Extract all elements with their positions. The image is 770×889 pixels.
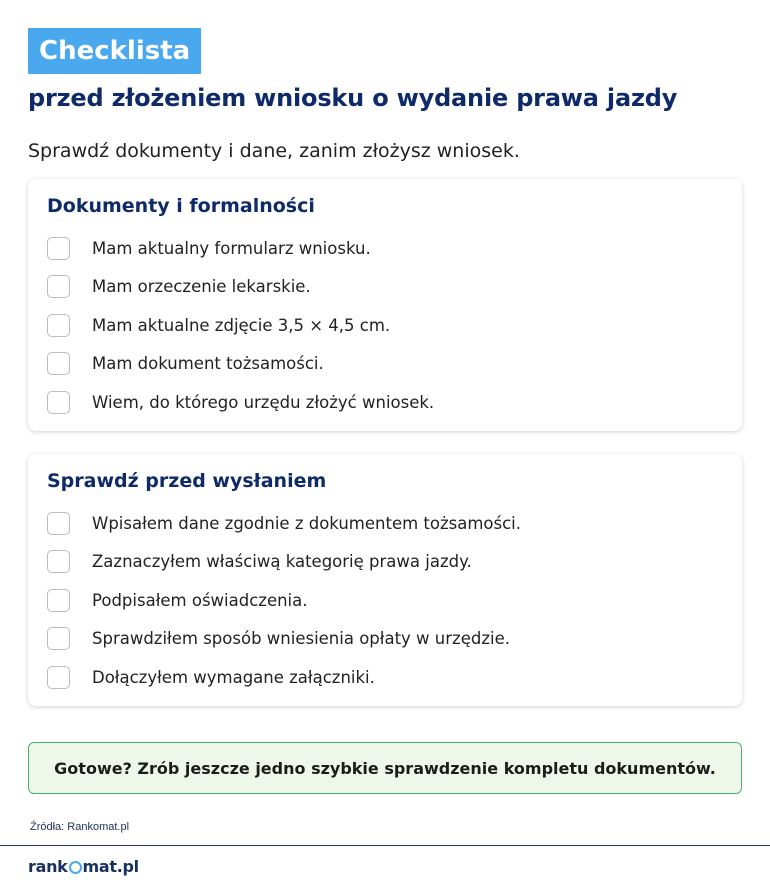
checklist-item	[47, 345, 724, 384]
checkbox[interactable]	[47, 275, 70, 298]
section-title: Sprawdź przed wysłaniem	[47, 470, 327, 492]
checkbox[interactable]	[47, 666, 70, 689]
checklist	[47, 504, 724, 697]
checklist-item-label: Dołączyłem wymagane załączniki.	[92, 667, 375, 687]
checkbox[interactable]	[47, 352, 70, 375]
checklist-item	[47, 543, 724, 582]
checkbox[interactable]	[47, 314, 70, 337]
checklist-item-label: Mam aktualne zdjęcie 3,5 × 4,5 cm.	[92, 315, 391, 335]
page-subtitle: Sprawdź dokumenty i dane, zanim złożysz wniosek.	[28, 140, 520, 162]
checkbox[interactable]	[47, 391, 70, 414]
checklist-item	[47, 383, 724, 422]
checklist-item	[47, 268, 724, 307]
banner-text: Gotowe? Zrób jeszcze jedno szybkie sprawdzenie kompletu dokumentów.	[54, 758, 716, 778]
checklist-item	[47, 504, 724, 543]
checkbox[interactable]	[47, 589, 70, 612]
checklist-item-label: Wpisałem dane zgodnie z dokumentem tożsamości.	[92, 513, 522, 533]
checklist-item	[47, 581, 724, 620]
checkbox[interactable]	[47, 550, 70, 573]
checklist-item	[47, 229, 724, 268]
checklist-item-label: Mam orzeczenie lekarskie.	[92, 277, 311, 297]
sources-note: Źródła: Rankomat.pl	[30, 821, 130, 833]
logo-text-end: mat.pl	[82, 856, 139, 876]
section-before-sending	[28, 454, 742, 706]
checklist-item-label: Zaznaczyłem właściwą kategorię prawa jazdy.	[92, 552, 472, 572]
rankomat-logo	[28, 855, 139, 877]
section-title: Dokumenty i formalności	[47, 195, 315, 217]
ready-banner	[28, 742, 742, 794]
checkbox[interactable]	[47, 627, 70, 650]
checklist-badge: Checklista	[28, 28, 201, 74]
page-title: przed złożeniem wniosku o wydanie prawa jazdy	[28, 84, 678, 112]
checklist-item-label: Mam dokument tożsamości.	[92, 354, 324, 374]
section-documents	[28, 179, 742, 431]
checklist-item	[47, 306, 724, 345]
checklist-item-label: Podpisałem oświadczenia.	[92, 590, 308, 610]
checklist-item-label: Sprawdziłem sposób wniesienia opłaty w urzędzie.	[92, 629, 510, 649]
logo-text-start: rank	[28, 856, 68, 876]
checklist-item	[47, 620, 724, 659]
logo-ring-icon	[69, 861, 82, 874]
checkbox[interactable]	[47, 512, 70, 535]
checklist	[47, 229, 724, 422]
checkbox[interactable]	[47, 237, 70, 260]
checklist-item-label: Wiem, do którego urzędu złożyć wniosek.	[92, 392, 435, 412]
checklist-item-label: Mam aktualny formularz wniosku.	[92, 238, 371, 258]
checklist-item	[47, 658, 724, 697]
footer-divider	[0, 845, 770, 846]
